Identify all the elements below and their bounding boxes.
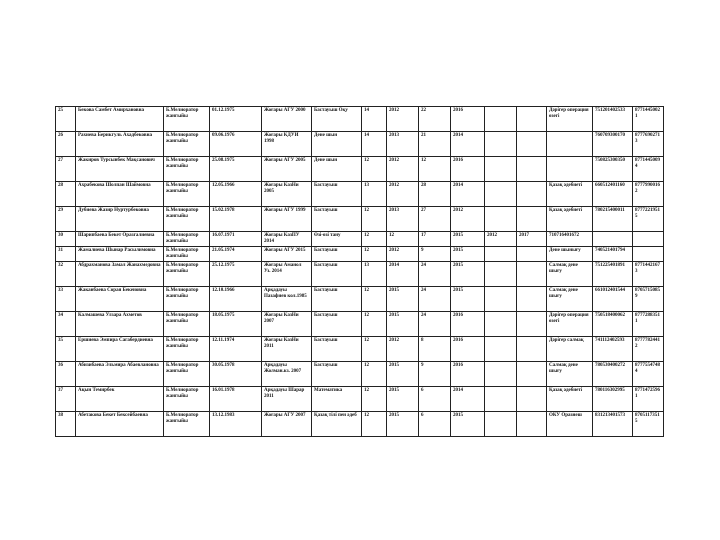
cell-hours: 17 — [419, 232, 451, 247]
table-row — [56, 387, 664, 412]
cell-extra-year — [485, 287, 517, 312]
cell-phone: 87777824412 — [633, 337, 664, 362]
cell-course-year: 2016 — [451, 107, 485, 132]
table-row — [56, 337, 664, 362]
cell-extra-year-2 — [517, 132, 547, 157]
cell-iin: 780215400011 — [593, 207, 633, 232]
cell-phone: 87772219515 — [633, 207, 664, 232]
cell-hours: 9 — [419, 247, 451, 262]
cell-full-name: Шарипбаева Бекет Оразгалиевна — [76, 232, 164, 247]
cell-iin: 780530400272 — [593, 362, 633, 387]
cell-speciality: Бастауыш — [312, 262, 362, 287]
cell-speciality: Дене шын — [312, 132, 362, 157]
table-row — [56, 287, 664, 312]
cell-speciality: Бастауыш — [312, 287, 362, 312]
cell-phone — [633, 232, 664, 247]
cell-iin: 750825300350 — [593, 157, 633, 182]
cell-category-year: 2012 — [387, 107, 419, 132]
cell-extra-year-2 — [517, 387, 547, 412]
cell-experience: 12 — [362, 287, 387, 312]
staff-table — [55, 106, 664, 437]
cell-hours: 9 — [419, 362, 451, 387]
table-row — [56, 412, 664, 437]
cell-extra-year-2 — [517, 262, 547, 287]
cell-full-name: Ершиева Эмпира Сагабердиевна — [76, 337, 164, 362]
table-row — [56, 157, 664, 182]
cell-education: Жоғары АГУ 2005 — [262, 157, 312, 182]
cell-course-year: 2016 — [451, 337, 485, 362]
cell-row-number: 31 — [56, 247, 76, 262]
cell-row-number: 26 — [56, 132, 76, 157]
cell-iin: 750518400062 — [593, 312, 633, 337]
cell-hours: 22 — [419, 107, 451, 132]
cell-full-name: Жаканбаева Сорая Бекеновна — [76, 287, 164, 312]
cell-phone: 87714725961 — [633, 387, 664, 412]
table-row — [56, 232, 664, 247]
cell-extra-year — [485, 312, 517, 337]
cell-iin: 660512401160 — [593, 182, 633, 207]
cell-experience: 13 — [362, 262, 387, 287]
cell-extra-year: 2012 — [485, 232, 517, 247]
cell-course-year: 2015 — [451, 412, 485, 437]
cell-extra-year-2 — [517, 107, 547, 132]
cell-attestation: Салмақ дене шығу — [547, 362, 593, 387]
cell-position: Б.Мелиоратор жангыйы — [164, 182, 210, 207]
cell-attestation — [547, 157, 593, 182]
cell-course-year: 2016 — [451, 312, 485, 337]
cell-extra-year — [485, 362, 517, 387]
cell-row-number: 37 — [56, 387, 76, 412]
cell-extra-year-2 — [517, 362, 547, 387]
cell-attestation: 710716401672 — [547, 232, 593, 247]
cell-position: Б.Мелиоратор жангыйы — [164, 337, 210, 362]
cell-hours: 21 — [419, 132, 451, 157]
cell-full-name: Абдрахманова Замал Жанахмедовна — [76, 262, 164, 287]
table-body — [56, 107, 664, 437]
cell-iin: 661012401544 — [593, 287, 633, 312]
cell-experience: 12 — [362, 362, 387, 387]
cell-education: Жоғары КазНи 2005 — [262, 182, 312, 207]
cell-speciality: Бастауыш — [312, 362, 362, 387]
cell-phone: 87779900162 — [633, 182, 664, 207]
cell-extra-year-2 — [517, 412, 547, 437]
cell-attestation: Салмақ дене шығу — [547, 287, 593, 312]
cell-speciality: Бастауыш — [312, 247, 362, 262]
cell-course-year: 2014 — [451, 182, 485, 207]
cell-course-year: 2014 — [451, 387, 485, 412]
cell-category-year: 2015 — [387, 287, 419, 312]
cell-full-name: Ақын Темирбек — [76, 387, 164, 412]
cell-extra-year-2 — [517, 207, 547, 232]
cell-birth-date: 16.07.1971 — [210, 232, 262, 247]
cell-category-year: 2012 — [387, 337, 419, 362]
cell-extra-year — [485, 247, 517, 262]
cell-position: Б.Мелиоратор жангыйы — [164, 107, 210, 132]
cell-education: Жоғары КДУИ 1998 — [262, 132, 312, 157]
cell-experience: 13 — [362, 182, 387, 207]
cell-position: Б.Мелиоратор жангыйы — [164, 157, 210, 182]
cell-education: Арқадауы Жолман.кз. 2007 — [262, 362, 312, 387]
cell-extra-year — [485, 412, 517, 437]
cell-birth-date: 21.05.1974 — [210, 247, 262, 262]
cell-row-number: 38 — [56, 412, 76, 437]
cell-row-number: 35 — [56, 337, 76, 362]
cell-education: Жоғары АГУ 2015 — [262, 247, 312, 262]
cell-position: Б.Мелиоратор жангыйы — [164, 362, 210, 387]
cell-experience: 12 — [362, 337, 387, 362]
cell-category-year: 2015 — [387, 362, 419, 387]
cell-course-year: 2015 — [451, 262, 485, 287]
cell-experience: 12 — [362, 232, 387, 247]
cell-birth-date: 13.12.1983 — [210, 412, 262, 437]
cell-hours: 12 — [419, 157, 451, 182]
cell-position: Б.Мелиоратор жангыйы — [164, 412, 210, 437]
cell-row-number: 32 — [56, 262, 76, 287]
cell-speciality: Математика — [312, 387, 362, 412]
cell-experience: 14 — [362, 107, 387, 132]
cell-position: Б.Мелиоратор жангыйы — [164, 207, 210, 232]
cell-extra-year — [485, 337, 517, 362]
cell-birth-date: 12.05.1966 — [210, 182, 262, 207]
cell-attestation: Салмақ дене шығу — [547, 262, 593, 287]
cell-category-year: 2012 — [387, 157, 419, 182]
cell-extra-year — [485, 387, 517, 412]
cell-birth-date: 09.06.1976 — [210, 132, 262, 157]
cell-full-name: Рахиева Берикгуль Ахадбековна — [76, 132, 164, 157]
cell-education: Жоғары АГУ 2007 — [262, 412, 312, 437]
cell-speciality: Бастауыш — [312, 337, 362, 362]
cell-hours: 27 — [419, 207, 451, 232]
cell-position: Б.Мелиоратор жангыйы — [164, 232, 210, 247]
cell-attestation: ОКУ Оразнеш — [547, 412, 593, 437]
cell-full-name: Абетакова Бекет Бексейбаевна — [76, 412, 164, 437]
cell-full-name: Абизибаева Эльмира Абаевлановна — [76, 362, 164, 387]
cell-extra-year-2 — [517, 182, 547, 207]
cell-hours: 24 — [419, 287, 451, 312]
cell-phone: 87772883511 — [633, 312, 664, 337]
cell-birth-date: 16.01.1978 — [210, 387, 262, 412]
cell-attestation: Дәрігер операция өзегі — [547, 312, 593, 337]
cell-course-year: 2012 — [451, 207, 485, 232]
cell-row-number: 27 — [56, 157, 76, 182]
cell-attestation: Қазақ әдебиеті — [547, 387, 593, 412]
cell-category-year: 2015 — [387, 412, 419, 437]
cell-birth-date: 12.11.1974 — [210, 337, 262, 362]
cell-birth-date: 18.05.1975 — [210, 312, 262, 337]
cell-phone: 87714450021 — [633, 107, 664, 132]
cell-hours: 8 — [419, 337, 451, 362]
cell-speciality: Бастауыш — [312, 207, 362, 232]
cell-birth-date: 01.12.1975 — [210, 107, 262, 132]
cell-course-year: 2015 — [451, 287, 485, 312]
cell-speciality: Дене шын — [312, 157, 362, 182]
table-row — [56, 312, 664, 337]
table-row — [56, 247, 664, 262]
cell-experience: 12 — [362, 247, 387, 262]
cell-attestation: Қазақ әдебиеті — [547, 182, 593, 207]
cell-experience: 12 — [362, 312, 387, 337]
cell-experience: 12 — [362, 412, 387, 437]
cell-experience: 12 — [362, 387, 387, 412]
cell-extra-year-2: 2017 — [517, 232, 547, 247]
cell-iin: 760709300170 — [593, 132, 633, 157]
cell-position: Б.Мелиоратор жангыйы — [164, 312, 210, 337]
cell-phone: 87051173515 — [633, 412, 664, 437]
cell-iin: 740521401794 — [593, 247, 633, 262]
cell-experience: 12 — [362, 207, 387, 232]
cell-category-year: 2014 — [387, 262, 419, 287]
cell-position: Б.Мелиоратор жангыйы — [164, 132, 210, 157]
cell-phone: 87714421673 — [633, 262, 664, 287]
cell-attestation — [547, 132, 593, 157]
cell-row-number: 34 — [56, 312, 76, 337]
cell-iin: 741112402593 — [593, 337, 633, 362]
cell-extra-year-2 — [517, 312, 547, 337]
cell-position: Б.Мелиоратор жангыйы — [164, 262, 210, 287]
cell-speciality: Бастауыш Оқу — [312, 107, 362, 132]
cell-extra-year-2 — [517, 157, 547, 182]
cell-education: Жоғары КазНи 2007 — [262, 312, 312, 337]
cell-hours: 6 — [419, 412, 451, 437]
cell-course-year: 2016 — [451, 362, 485, 387]
cell-position: Б.Мелиоратор жангыйы — [164, 247, 210, 262]
cell-course-year: 2014 — [451, 132, 485, 157]
cell-attestation: Дәрігер операция өзегі — [547, 107, 593, 132]
cell-hours: 24 — [419, 262, 451, 287]
table-row — [56, 182, 664, 207]
cell-extra-year-2 — [517, 287, 547, 312]
cell-category-year: 12 — [387, 232, 419, 247]
cell-row-number: 28 — [56, 182, 76, 207]
table-row — [56, 207, 664, 232]
cell-birth-date: 25.08.1975 — [210, 157, 262, 182]
cell-row-number: 30 — [56, 232, 76, 247]
cell-extra-year — [485, 182, 517, 207]
table-row — [56, 262, 664, 287]
cell-row-number: 33 — [56, 287, 76, 312]
cell-education: Арқадауы Шарар 2011 — [262, 387, 312, 412]
cell-education: Жоғары АГУ 2000 — [262, 107, 312, 132]
cell-iin: 751201402533 — [593, 107, 633, 132]
cell-hours: 24 — [419, 312, 451, 337]
cell-position: Б.Мелиоратор жангыйы — [164, 387, 210, 412]
cell-full-name: Жамалиева Шынар Расылимовна — [76, 247, 164, 262]
cell-education: Жоғары АГУ 1999 — [262, 207, 312, 232]
cell-phone: 87057150859 — [633, 287, 664, 312]
cell-birth-date: 12.10.1966 — [210, 287, 262, 312]
cell-education: Арқадауы Пазафиев кол.1985 — [262, 287, 312, 312]
cell-course-year: 2015 — [451, 232, 485, 247]
cell-category-year: 2013 — [387, 207, 419, 232]
cell-speciality: Өзі-өзі тану — [312, 232, 362, 247]
cell-category-year: 2015 — [387, 387, 419, 412]
cell-row-number: 36 — [56, 362, 76, 387]
cell-phone: 87776902713 — [633, 132, 664, 157]
cell-row-number: 25 — [56, 107, 76, 132]
cell-category-year: 2013 — [387, 132, 419, 157]
cell-course-year: 2016 — [451, 157, 485, 182]
table-row — [56, 362, 664, 387]
cell-experience: 14 — [362, 132, 387, 157]
cell-speciality: Қазақ тілі пен әдеб — [312, 412, 362, 437]
cell-category-year: 2015 — [387, 312, 419, 337]
cell-iin: 751225401891 — [593, 262, 633, 287]
cell-category-year: 2012 — [387, 182, 419, 207]
cell-extra-year — [485, 107, 517, 132]
cell-education: Жоғары КазНи 2011 — [262, 337, 312, 362]
cell-phone: 87714450094 — [633, 157, 664, 182]
cell-row-number: 29 — [56, 207, 76, 232]
cell-education: Жоғары КазПУ 2014 — [262, 232, 312, 247]
cell-extra-year — [485, 207, 517, 232]
cell-course-year: 2015 — [451, 247, 485, 262]
cell-experience: 12 — [362, 157, 387, 182]
cell-attestation: Дәрігер салмақ — [547, 337, 593, 362]
cell-hours: 28 — [419, 182, 451, 207]
cell-iin: 831213401573 — [593, 412, 633, 437]
cell-full-name: Бекова Самбет Амирхановна — [76, 107, 164, 132]
cell-full-name: Калмашева Улзара Ахметов — [76, 312, 164, 337]
cell-extra-year-2 — [517, 337, 547, 362]
cell-extra-year-2 — [517, 247, 547, 262]
cell-iin: 780116302995 — [593, 387, 633, 412]
cell-education: Жоғары Аманол Уз. 2014 — [262, 262, 312, 287]
cell-extra-year — [485, 157, 517, 182]
cell-full-name: Жакиров Турсынбек Мақсанович — [76, 157, 164, 182]
cell-birth-date: 30.05.1978 — [210, 362, 262, 387]
cell-speciality: Бастауыш — [312, 312, 362, 337]
cell-phone: 87775547484 — [633, 362, 664, 387]
cell-position: Б.Мелиоратор жангыйы — [164, 287, 210, 312]
cell-category-year: 2012 — [387, 247, 419, 262]
cell-attestation: Қазақ әдебиеті — [547, 207, 593, 232]
cell-extra-year — [485, 262, 517, 287]
cell-extra-year — [485, 132, 517, 157]
cell-birth-date: 15.02.1978 — [210, 207, 262, 232]
cell-full-name: Ахрабекова Шолпан Шаймовна — [76, 182, 164, 207]
cell-full-name: Дубиева Жазир Нуртурбековна — [76, 207, 164, 232]
cell-attestation: Дене шынығу — [547, 247, 593, 262]
table-row — [56, 107, 664, 132]
table-row — [56, 132, 664, 157]
cell-iin — [593, 232, 633, 247]
cell-birth-date: 25.12.1975 — [210, 262, 262, 287]
cell-phone — [633, 247, 664, 262]
cell-hours: 6 — [419, 387, 451, 412]
cell-speciality: Бастауыш — [312, 182, 362, 207]
